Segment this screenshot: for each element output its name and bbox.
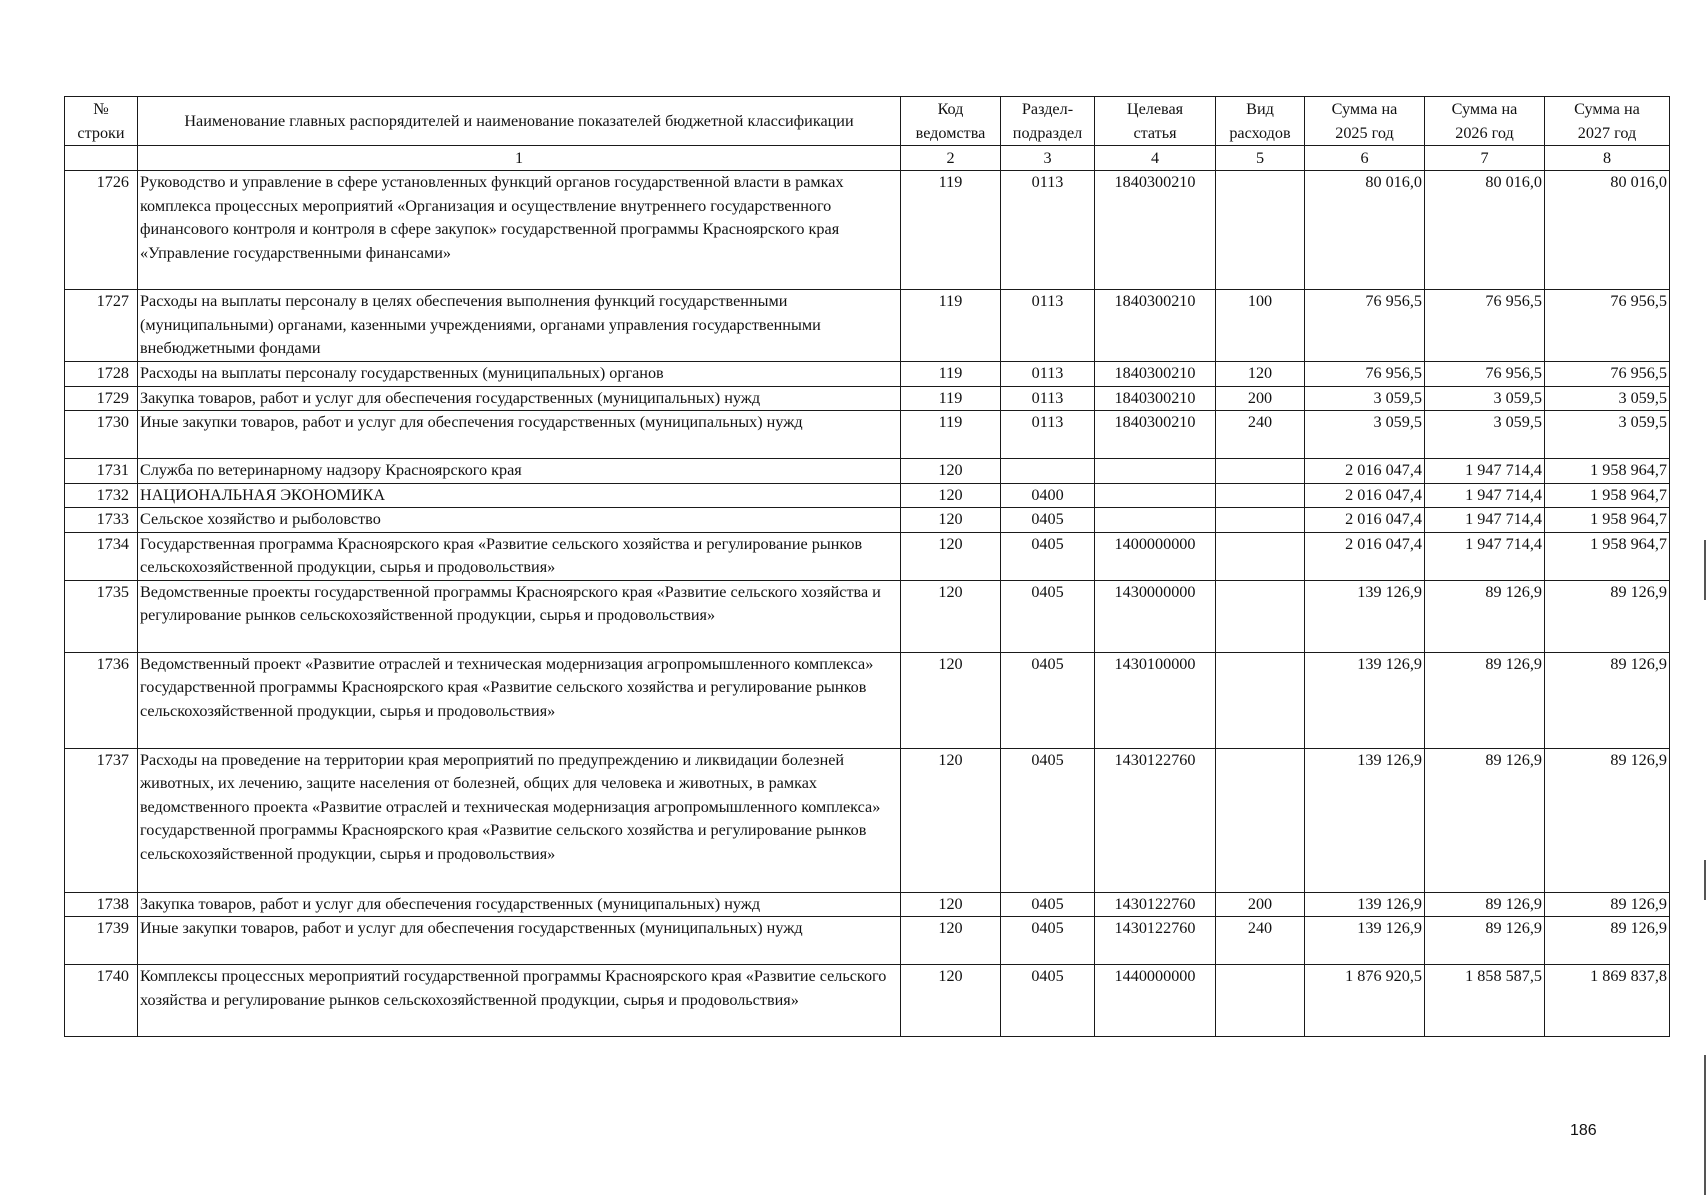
dept-code: 120 [901, 917, 1001, 965]
dept-code: 120 [901, 508, 1001, 533]
expense-type [1216, 508, 1305, 533]
table-row [65, 483, 1670, 508]
sum-2027: 89 126,9 [1545, 748, 1670, 892]
table-header [65, 97, 1670, 171]
page-number: 186 [1570, 1122, 1597, 1139]
sum-2027: 3 059,5 [1545, 386, 1670, 411]
table-row [65, 748, 1670, 892]
target-article: 1400000000 [1095, 532, 1216, 580]
target-article: 1840300210 [1095, 411, 1216, 459]
table-row [65, 892, 1670, 917]
sum-2025: 2 016 047,4 [1305, 459, 1425, 484]
sum-2025: 2 016 047,4 [1305, 508, 1425, 533]
expense-type [1216, 580, 1305, 652]
dept-code: 120 [901, 748, 1001, 892]
expense-type: 240 [1216, 411, 1305, 459]
sum-2025: 76 956,5 [1305, 290, 1425, 362]
row-number: 1733 [65, 508, 138, 533]
row-number: 1738 [65, 892, 138, 917]
row-name: Расходы на выплаты персоналу в целях обеспечения выполнения функций государственными (муниципальными) органами, казенными учреждениями, органами управления государственными внебюджетными фондами [138, 290, 901, 362]
section-code: 0405 [1001, 892, 1095, 917]
column-number: 8 [1545, 146, 1670, 171]
row-number: 1736 [65, 652, 138, 748]
row-name: Закупка товаров, работ и услуг для обеспечения государственных (муниципальных) нужд [138, 892, 901, 917]
column-number [65, 146, 138, 171]
sum-2026: 89 126,9 [1425, 748, 1545, 892]
expense-type: 200 [1216, 892, 1305, 917]
budget-table [64, 96, 1670, 1037]
table-row [65, 965, 1670, 1037]
row-number: 1728 [65, 362, 138, 387]
target-article [1095, 508, 1216, 533]
row-name: Иные закупки товаров, работ и услуг для обеспечения государственных (муниципальных) нужд [138, 917, 901, 965]
dept-code: 119 [901, 411, 1001, 459]
header-sum-2025: Сумма на 2025 год [1305, 97, 1425, 146]
section-code: 0113 [1001, 362, 1095, 387]
row-name: Комплексы процессных мероприятий государственной программы Красноярского края «Развитие сельского хозяйства и регулирование рынков сельскохозяйственной продукции, сырья и продовольствия» [138, 965, 901, 1037]
sum-2027: 89 126,9 [1545, 652, 1670, 748]
sum-2027: 76 956,5 [1545, 290, 1670, 362]
column-number: 6 [1305, 146, 1425, 171]
expense-type [1216, 483, 1305, 508]
sum-2025: 139 126,9 [1305, 748, 1425, 892]
section-code: 0405 [1001, 965, 1095, 1037]
expense-type: 120 [1216, 362, 1305, 387]
sum-2026: 1 947 714,4 [1425, 483, 1545, 508]
sum-2026: 76 956,5 [1425, 290, 1545, 362]
sum-2027: 1 958 964,7 [1545, 459, 1670, 484]
target-article [1095, 459, 1216, 484]
expense-type: 240 [1216, 917, 1305, 965]
row-number: 1734 [65, 532, 138, 580]
sum-2025: 139 126,9 [1305, 580, 1425, 652]
table-row [65, 386, 1670, 411]
table-row [65, 917, 1670, 965]
target-article: 1440000000 [1095, 965, 1216, 1037]
sum-2025: 1 876 920,5 [1305, 965, 1425, 1037]
dept-code: 120 [901, 892, 1001, 917]
sum-2025: 2 016 047,4 [1305, 532, 1425, 580]
section-code: 0405 [1001, 652, 1095, 748]
expense-type: 200 [1216, 386, 1305, 411]
table-body [65, 171, 1670, 1037]
dept-code: 119 [901, 290, 1001, 362]
row-number: 1735 [65, 580, 138, 652]
row-number: 1727 [65, 290, 138, 362]
sum-2026: 1 947 714,4 [1425, 459, 1545, 484]
sum-2027: 89 126,9 [1545, 580, 1670, 652]
row-number: 1731 [65, 459, 138, 484]
section-code: 0113 [1001, 290, 1095, 362]
sum-2026: 3 059,5 [1425, 411, 1545, 459]
row-name: Руководство и управление в сфере установленных функций органов государственной власти в рамках комплекса процессных мероприятий «Организация и осуществление внутреннего государственного финансового контроля и контроля в сфере закупок» государственной программы Красноярского края «Управление государственными финансами» [138, 171, 901, 290]
row-name: Иные закупки товаров, работ и услуг для обеспечения государственных (муниципальных) нужд [138, 411, 901, 459]
table-row [65, 532, 1670, 580]
row-name: Служба по ветеринарному надзору Красноярского края [138, 459, 901, 484]
expense-type [1216, 532, 1305, 580]
row-name: Ведомственный проект «Развитие отраслей и техническая модернизация агропромышленного комплекса» государственной программы Красноярского края «Развитие сельского хозяйства и регулирование рынков сельскохозяйственной продукции, сырья и продовольствия» [138, 652, 901, 748]
section-code: 0113 [1001, 171, 1095, 290]
table-row [65, 171, 1670, 290]
column-number: 7 [1425, 146, 1545, 171]
row-number: 1732 [65, 483, 138, 508]
target-article: 1840300210 [1095, 290, 1216, 362]
scan-edge-mark [1704, 540, 1706, 600]
row-number: 1740 [65, 965, 138, 1037]
target-article: 1840300210 [1095, 362, 1216, 387]
section-code: 0405 [1001, 532, 1095, 580]
row-name: Закупка товаров, работ и услуг для обеспечения государственных (муниципальных) нужд [138, 386, 901, 411]
sum-2026: 89 126,9 [1425, 652, 1545, 748]
sum-2025: 80 016,0 [1305, 171, 1425, 290]
dept-code: 119 [901, 171, 1001, 290]
column-number-row [65, 146, 1670, 171]
table-row [65, 459, 1670, 484]
dept-code: 120 [901, 459, 1001, 484]
table-row [65, 411, 1670, 459]
header-dept-code: Код ведомства [901, 97, 1001, 146]
dept-code: 120 [901, 483, 1001, 508]
header-expense-type: Вид расходов [1216, 97, 1305, 146]
scan-edge-mark [1704, 1055, 1706, 1195]
sum-2025: 2 016 047,4 [1305, 483, 1425, 508]
table-row [65, 580, 1670, 652]
row-name: Ведомственные проекты государственной программы Красноярского края «Развитие сельского хозяйства и регулирование рынков сельскохозяйственной продукции, сырья и продовольствия» [138, 580, 901, 652]
row-name: Сельское хозяйство и рыболовство [138, 508, 901, 533]
sum-2027: 1 958 964,7 [1545, 483, 1670, 508]
sum-2026: 89 126,9 [1425, 892, 1545, 917]
header-target: Целевая статья [1095, 97, 1216, 146]
row-name: Государственная программа Красноярского края «Развитие сельского хозяйства и регулирование рынков сельскохозяйственной продукции, сырья и продовольствия» [138, 532, 901, 580]
section-code: 0405 [1001, 508, 1095, 533]
section-code: 0405 [1001, 917, 1095, 965]
sum-2027: 1 958 964,7 [1545, 532, 1670, 580]
target-article: 1430122760 [1095, 917, 1216, 965]
row-name: НАЦИОНАЛЬНАЯ ЭКОНОМИКА [138, 483, 901, 508]
sum-2027: 1 958 964,7 [1545, 508, 1670, 533]
sum-2025: 3 059,5 [1305, 386, 1425, 411]
header-name: Наименование главных распорядителей и наименование показателей бюджетной классификации [138, 97, 901, 146]
row-number: 1726 [65, 171, 138, 290]
target-article: 1840300210 [1095, 171, 1216, 290]
dept-code: 119 [901, 386, 1001, 411]
table-row [65, 362, 1670, 387]
row-number: 1729 [65, 386, 138, 411]
expense-type [1216, 459, 1305, 484]
section-code: 0405 [1001, 748, 1095, 892]
table-row [65, 290, 1670, 362]
column-number: 4 [1095, 146, 1216, 171]
expense-type [1216, 652, 1305, 748]
sum-2027: 3 059,5 [1545, 411, 1670, 459]
column-number: 1 [138, 146, 901, 171]
expense-type: 100 [1216, 290, 1305, 362]
sum-2027: 1 869 837,8 [1545, 965, 1670, 1037]
target-article [1095, 483, 1216, 508]
row-number: 1737 [65, 748, 138, 892]
dept-code: 120 [901, 652, 1001, 748]
expense-type [1216, 748, 1305, 892]
sum-2025: 139 126,9 [1305, 917, 1425, 965]
section-code: 0400 [1001, 483, 1095, 508]
sum-2025: 76 956,5 [1305, 362, 1425, 387]
row-name: Расходы на выплаты персоналу государственных (муниципальных) органов [138, 362, 901, 387]
section-code [1001, 459, 1095, 484]
header-section: Раздел-подраздел [1001, 97, 1095, 146]
sum-2026: 89 126,9 [1425, 580, 1545, 652]
column-number: 3 [1001, 146, 1095, 171]
dept-code: 120 [901, 965, 1001, 1037]
sum-2025: 139 126,9 [1305, 892, 1425, 917]
sum-2026: 1 858 587,5 [1425, 965, 1545, 1037]
header-sum-2027: Сумма на 2027 год [1545, 97, 1670, 146]
row-number: 1739 [65, 917, 138, 965]
section-code: 0405 [1001, 580, 1095, 652]
dept-code: 119 [901, 362, 1001, 387]
expense-type [1216, 171, 1305, 290]
column-number: 2 [901, 146, 1001, 171]
sum-2027: 76 956,5 [1545, 362, 1670, 387]
section-code: 0113 [1001, 411, 1095, 459]
sum-2027: 80 016,0 [1545, 171, 1670, 290]
header-row-no: № строки [65, 97, 138, 146]
sum-2026: 1 947 714,4 [1425, 532, 1545, 580]
sum-2025: 3 059,5 [1305, 411, 1425, 459]
header-sum-2026: Сумма на 2026 год [1425, 97, 1545, 146]
section-code: 0113 [1001, 386, 1095, 411]
sum-2026: 1 947 714,4 [1425, 508, 1545, 533]
dept-code: 120 [901, 532, 1001, 580]
column-number: 5 [1216, 146, 1305, 171]
target-article: 1430000000 [1095, 580, 1216, 652]
target-article: 1430100000 [1095, 652, 1216, 748]
row-name: Расходы на проведение на территории края мероприятий по предупреждению и ликвидации болезней животных, их лечению, защите населения от болезней, общих для человека и животных, в рамках ведомственного проекта «Развитие отраслей и техническая модернизация агропромышленного комплекса» государственной программы Красноярского края «Развитие сельского хозяйства и регулирование рынков сельскохозяйственной продукции, сырья и продовольствия» [138, 748, 901, 892]
sum-2026: 76 956,5 [1425, 362, 1545, 387]
sum-2026: 89 126,9 [1425, 917, 1545, 965]
sum-2025: 139 126,9 [1305, 652, 1425, 748]
table-row [65, 508, 1670, 533]
row-number: 1730 [65, 411, 138, 459]
target-article: 1430122760 [1095, 892, 1216, 917]
target-article: 1430122760 [1095, 748, 1216, 892]
expense-type [1216, 965, 1305, 1037]
sum-2026: 80 016,0 [1425, 171, 1545, 290]
sum-2026: 3 059,5 [1425, 386, 1545, 411]
sum-2027: 89 126,9 [1545, 892, 1670, 917]
scan-edge-mark [1704, 860, 1706, 900]
dept-code: 120 [901, 580, 1001, 652]
sum-2027: 89 126,9 [1545, 917, 1670, 965]
table-row [65, 652, 1670, 748]
target-article: 1840300210 [1095, 386, 1216, 411]
